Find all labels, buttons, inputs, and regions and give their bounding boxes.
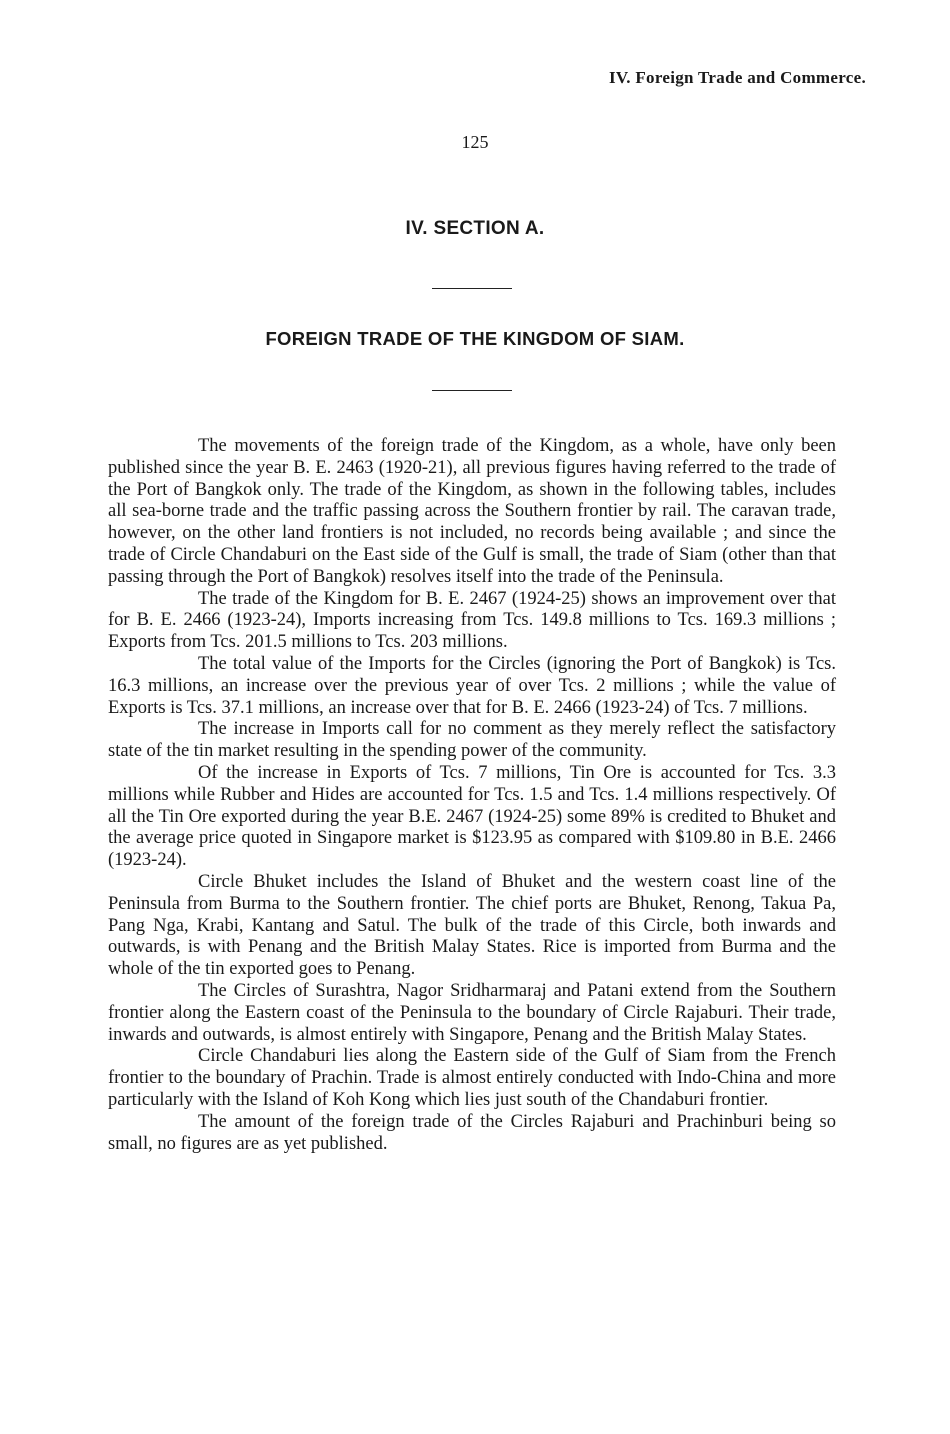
paragraph: The Circles of Surashtra, Nagor Sridharmaraj and Patani extend from the Southern frontier along the Eastern coast of the Peninsula to the boundary of Circle Rajaburi. Their trade, inwards and outwards, is almost entirely with Singapore, Penang and the British Malay States. bbox=[108, 980, 836, 1045]
paragraph: Circle Chandaburi lies along the Eastern side of the Gulf of Siam from the French frontier to the boundary of Prachin. Trade is almost entirely conducted with Indo-China and more particularly with the Island of Koh Kong which lies just south of the Chandaburi frontier. bbox=[108, 1046, 836, 1110]
divider-rule-bottom bbox=[432, 390, 512, 391]
paragraph: The trade of the Kingdom for B. E. 2467 (1924-25) shows an improvement over that for B. E. 2466 (1923-24), Imports increasing from Tcs. 149.8 millions to Tcs. 169.3 millions ; Exports from Tcs. 201.5 millions to Tcs. 203 millions. bbox=[108, 588, 836, 653]
document-title: FOREIGN TRADE OF THE KINGDOM OF SIAM. bbox=[265, 328, 685, 349]
body-text bbox=[108, 436, 836, 1155]
divider-rule-top bbox=[432, 288, 512, 289]
paragraph: Circle Bhuket includes the Island of Bhuket and the western coast line of the Peninsula from Burma to the Southern frontier. The chief ports are Bhuket, Renong, Takua Pa, Pang Nga, Krabi, Kantang and Satul. The bulk of the trade of this Circle, both inwards and outwards, is with Penang and the British Malay States. Rice is imported from Burma and the whole of the tin exported goes to Penang. bbox=[108, 871, 836, 980]
running-head: IV. Foreign Trade and Commerce. bbox=[608, 68, 866, 87]
paragraph: The movements of the foreign trade of the Kingdom, as a whole, have only been published since the year B. E. 2463 (1920-21), all previous figures having referred to the trade of the Port of Bangkok only. The trade of the Kingdom, as shown in the following tables, includes all sea-borne trade and the traffic passing across the Southern frontier by rail. The caravan trade, however, on the other land frontiers is not included, no records being available ; and since the trade of Circle Chandaburi on the East side of the Gulf is small, the trade of Siam (other than that passing through the Port of Bangkok) resolves itself into the trade of the Peninsula. bbox=[108, 436, 836, 587]
paragraph: Of the increase in Exports of Tcs. 7 millions, Tin Ore is accounted for Tcs. 3.3 millions while Rubber and Hides are accounted for Tcs. 1.5 and Tcs. 1.4 millions respectively. Of all the Tin Ore exported during the year B.E. 2467 (1924-25) some 89% is credited to Bhuket and the average price quoted in Singapore market is $123.95 as compared with $109.80 in B.E. 2466 (1923-24). bbox=[108, 762, 836, 871]
paragraph: The total value of the Imports for the Circles (ignoring the Port of Bangkok) is Tcs. 16.3 millions, an increase over the previous year of over Tcs. 2 millions ; while the value of Exports is Tcs. 37.1 millions, an increase over that for B. E. 2466 (1923-24) of Tcs. 7 millions. bbox=[108, 653, 836, 718]
section-heading: IV. SECTION A. bbox=[405, 218, 545, 239]
paragraph: The increase in Imports call for no comment as they merely reflect the satisfactory state of the tin market resulting in the spending power of the community. bbox=[108, 719, 836, 762]
page-number: 125 bbox=[461, 132, 489, 152]
paragraph: The amount of the foreign trade of the Circles Rajaburi and Prachinburi being so small, no figures are as yet published. bbox=[108, 1111, 836, 1154]
